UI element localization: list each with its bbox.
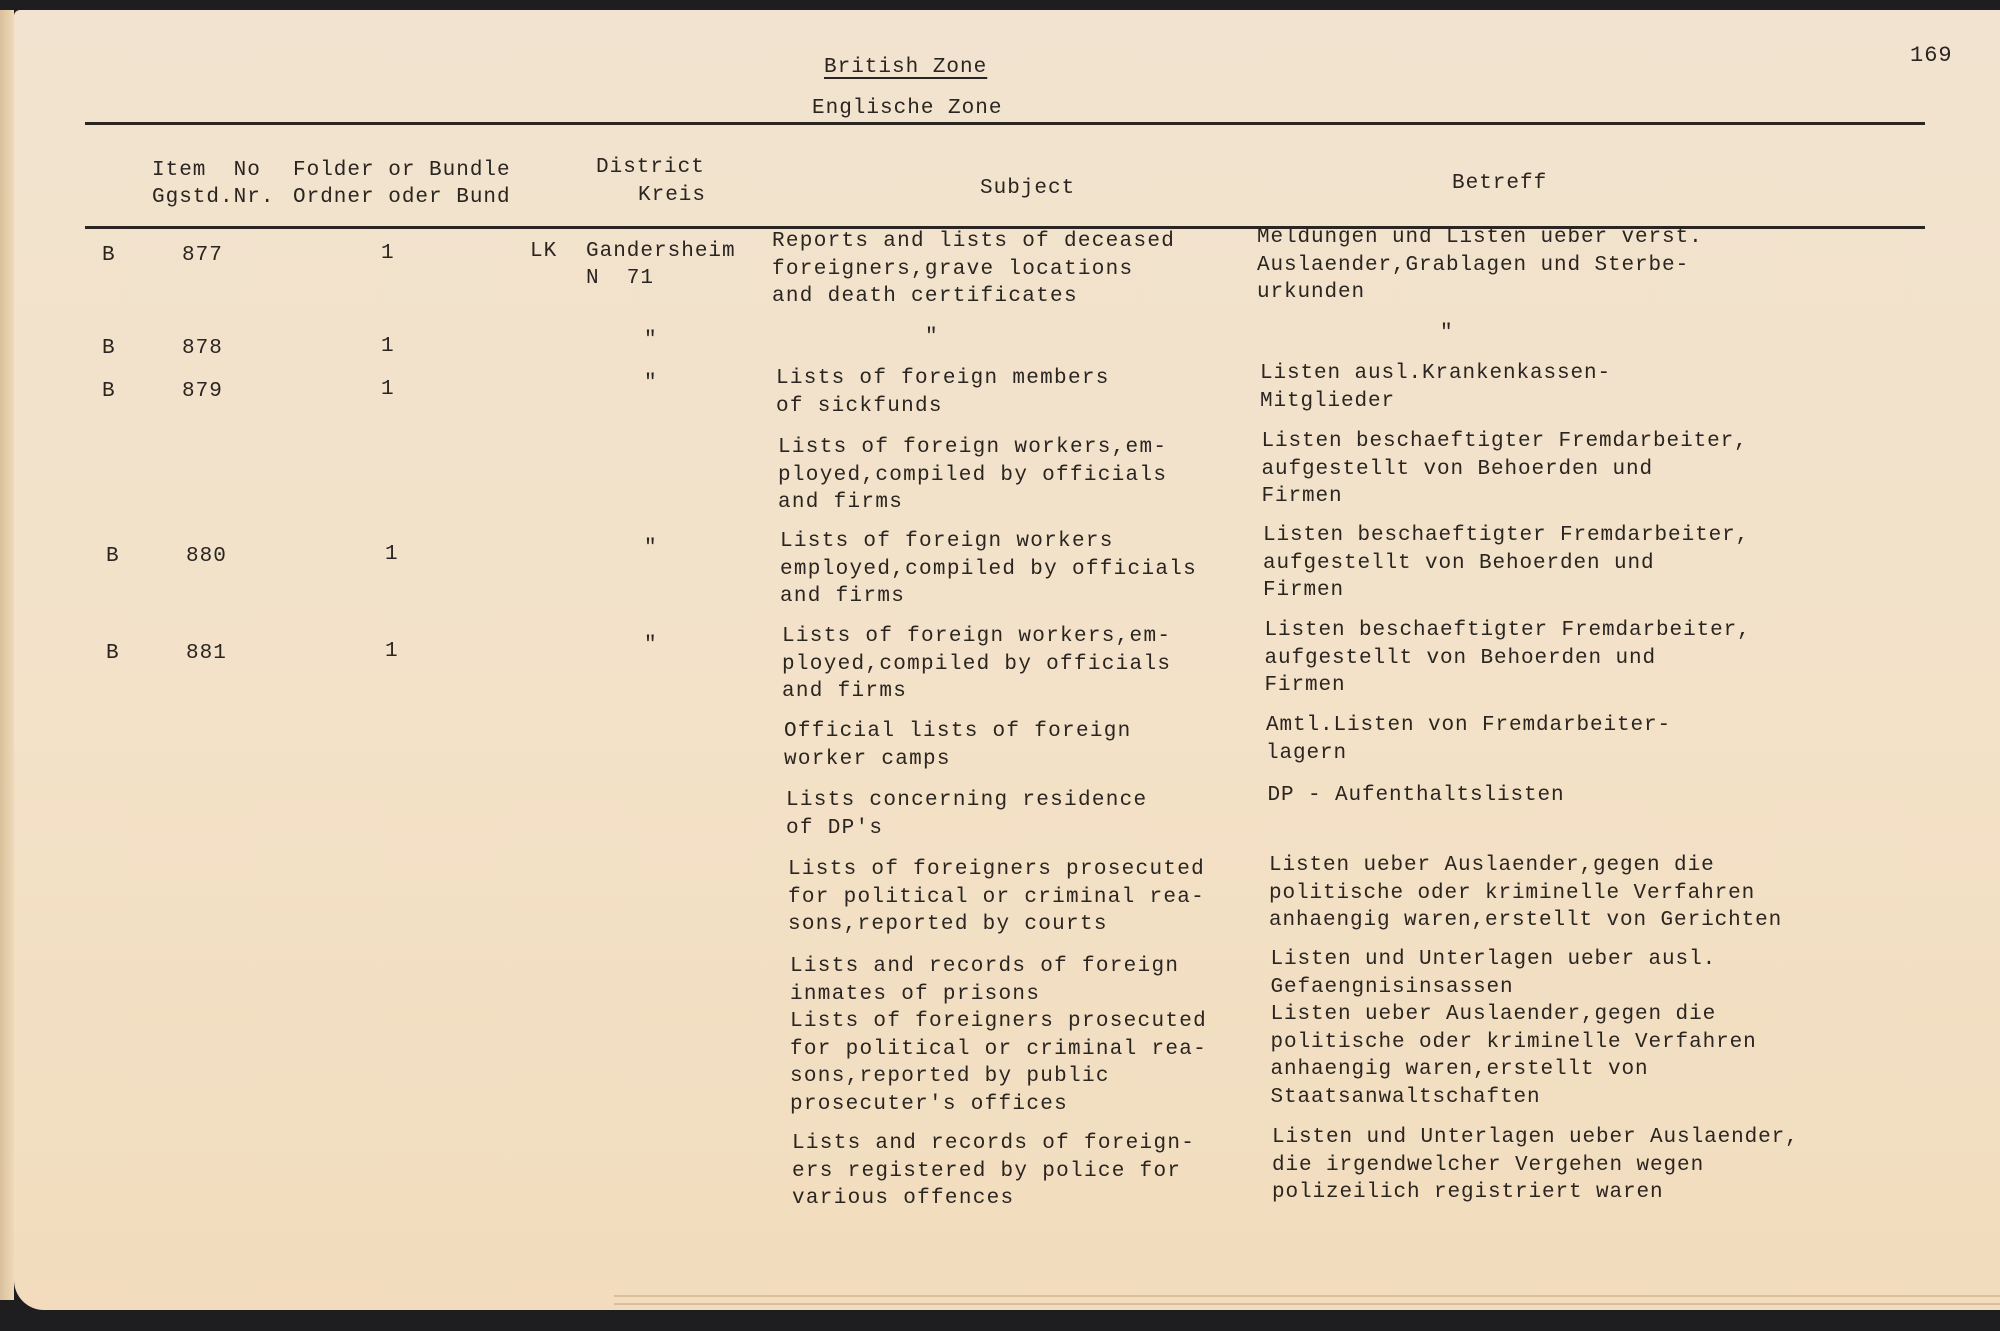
row-district: Gandersheim — [586, 240, 736, 263]
col-header-district: District — [596, 156, 705, 179]
betreff-line: Firmen — [1264, 674, 1346, 697]
subject-line: Official lists of foreign — [784, 720, 1132, 743]
subject-english — [786, 787, 1147, 842]
subject-line: Lists of foreign workers,em- — [782, 625, 1172, 648]
betreff-german — [1272, 1124, 1799, 1207]
subject-english — [778, 434, 1167, 517]
betreff-line: Meldungen und Listen ueber verst. — [1257, 226, 1703, 249]
subject-line: ers registered by police for — [792, 1159, 1182, 1183]
row-item-number: 880 — [186, 545, 227, 568]
row-folder-count: 1 — [385, 640, 399, 663]
subject-line: Lists of foreigners prosecuted — [790, 1010, 1208, 1033]
row-district-ditto: " — [644, 537, 658, 560]
betreff-line: Auslaender,Grablagen und Sterbe- — [1257, 253, 1690, 277]
subject-english — [780, 528, 1197, 611]
row-item-number: 881 — [186, 642, 227, 665]
betreff-line: Listen und Unterlagen ueber ausl. — [1270, 948, 1717, 971]
betreff-german — [1257, 224, 1703, 307]
row-district-ditto: " — [644, 372, 658, 395]
subject-english — [790, 953, 1207, 1118]
subject-line: Reports and lists of deceased — [772, 230, 1176, 253]
betreff-line: aufgestellt von Behoerden und — [1264, 646, 1657, 670]
betreff-german — [1440, 320, 1454, 348]
betreff-german — [1262, 428, 1748, 511]
betreff-line: DP - Aufenthaltslisten — [1267, 784, 1565, 807]
betreff-line: politische oder kriminelle Verfahren — [1270, 1030, 1757, 1054]
subject-line: of DP's — [786, 816, 884, 840]
row-prefix: B — [106, 642, 120, 665]
col-header-district-de: Kreis — [638, 184, 707, 207]
col-header-folder-de: Ordner oder Bund — [293, 186, 511, 209]
betreff-line: polizeilich registriert waren — [1272, 1181, 1664, 1204]
betreff-line: die irgendwelcher Vergehen wegen — [1272, 1153, 1705, 1177]
subject-line: " — [925, 326, 939, 349]
subject-line: inmates of prisons — [790, 982, 1041, 1006]
subject-line: Lists of foreign workers,em- — [778, 436, 1168, 459]
subject-line: ployed,compiled by officials — [782, 652, 1172, 676]
subject-line: various offences — [792, 1187, 1015, 1210]
betreff-line: aufgestellt von Behoerden und — [1263, 551, 1655, 575]
subject-line: Lists and records of foreign- — [792, 1132, 1196, 1155]
betreff-line: Listen beschaeftigter Fremdarbeiter, — [1261, 430, 1748, 453]
page-stack-line — [614, 1295, 2000, 1297]
subject-line: sons,reported by courts — [788, 913, 1108, 936]
subject-line: Lists of foreigners prosecuted — [788, 858, 1206, 881]
subject-line: of sickfunds — [776, 394, 943, 418]
page-subtitle: Englische Zone — [812, 97, 1003, 120]
subject-line: sons,reported by public — [790, 1065, 1110, 1088]
betreff-german — [1260, 360, 1611, 415]
subject-line: for political or criminal rea- — [790, 1037, 1208, 1061]
betreff-line: anhaengig waren,erstellt von — [1270, 1058, 1649, 1081]
betreff-german — [1271, 946, 1757, 1111]
row-folder-count: 1 — [381, 335, 395, 358]
subject-line: Lists of foreign members — [776, 367, 1110, 390]
subject-line: Lists concerning residence — [786, 789, 1148, 812]
subject-english — [772, 228, 1175, 311]
subject-line: prosecuter's offices — [790, 1092, 1069, 1116]
betreff-german — [1266, 712, 1671, 767]
betreff-line: urkunden — [1257, 281, 1366, 304]
page-title: British Zone — [824, 56, 988, 79]
row-folder-count: 1 — [381, 378, 395, 401]
subject-english — [925, 324, 939, 352]
row-prefix: B — [106, 545, 120, 568]
subject-english — [784, 718, 1132, 773]
subject-english — [776, 365, 1110, 420]
betreff-line: anhaengig waren,erstellt von Gerichten — [1269, 909, 1783, 932]
row-district-code: N 71 — [586, 267, 655, 290]
betreff-line: politische oder kriminelle Verfahren — [1269, 881, 1756, 905]
subject-line: employed,compiled by officials — [780, 557, 1198, 581]
row-district-ditto: " — [644, 634, 658, 657]
betreff-line: Listen und Unterlagen ueber Auslaender, — [1272, 1126, 1799, 1149]
betreff-german — [1263, 522, 1749, 605]
subject-line: and firms — [780, 585, 906, 608]
betreff-line: Amtl.Listen von Fremdarbeiter- — [1266, 714, 1672, 737]
row-item-number: 879 — [182, 380, 223, 403]
col-header-item-no: Item No — [152, 159, 261, 182]
row-district-ditto: " — [644, 329, 658, 352]
betreff-line: lagern — [1266, 741, 1348, 765]
betreff-line: Listen beschaeftigter Fremdarbeiter, — [1264, 619, 1751, 642]
row-item-number: 878 — [182, 337, 223, 360]
col-header-betreff: Betreff — [1452, 172, 1548, 195]
page-number: 169 — [1910, 43, 1953, 68]
subject-english — [792, 1130, 1195, 1213]
betreff-german — [1268, 782, 1565, 810]
betreff-line: aufgestellt von Behoerden und — [1261, 457, 1654, 481]
subject-line: Lists and records of foreign — [790, 955, 1180, 978]
betreff-german — [1269, 852, 1782, 935]
row-folder-count: 1 — [381, 242, 395, 265]
subject-line: Lists of foreign workers — [780, 530, 1114, 553]
betreff-line: " — [1440, 322, 1454, 345]
subject-line: for political or criminal rea- — [788, 885, 1206, 909]
subject-line: and firms — [782, 680, 908, 703]
betreff-german — [1265, 617, 1751, 700]
row-prefix: B — [102, 337, 116, 360]
betreff-line: Staatsanwaltschaften — [1270, 1085, 1541, 1109]
col-header-item-no-de: Ggstd.Nr. — [152, 186, 275, 209]
page-stack-line — [614, 1303, 2000, 1305]
subject-line: foreigners,grave locations — [772, 257, 1134, 281]
betreff-line: Listen ueber Auslaender,gegen die — [1270, 1003, 1717, 1026]
row-folder-count: 1 — [385, 543, 399, 566]
betreff-line: Mitglieder — [1260, 389, 1396, 413]
row-item-number: 877 — [182, 244, 223, 267]
col-header-folder: Folder or Bundle — [293, 159, 511, 182]
betreff-line: Gefaengnisinsassen — [1270, 975, 1514, 999]
header-top-rule — [85, 122, 1925, 125]
row-prefix: B — [102, 380, 116, 403]
row-district-prefix: LK — [530, 240, 558, 263]
betreff-line: Listen ueber Auslaender,gegen die — [1269, 854, 1715, 877]
subject-english — [788, 856, 1205, 939]
subject-line: and firms — [778, 491, 904, 514]
betreff-line: Listen beschaeftigter Fremdarbeiter, — [1263, 524, 1750, 547]
betreff-line: Firmen — [1263, 579, 1345, 602]
row-prefix: B — [102, 244, 116, 267]
col-header-subject: Subject — [980, 177, 1076, 200]
book-spine-edge — [0, 10, 14, 1300]
betreff-line: Firmen — [1261, 485, 1343, 508]
subject-english — [782, 623, 1171, 706]
subject-line: and death certificates — [772, 285, 1078, 308]
subject-line: worker camps — [784, 747, 951, 771]
betreff-line: Listen ausl.Krankenkassen- — [1260, 362, 1612, 385]
subject-line: ployed,compiled by officials — [778, 463, 1168, 487]
